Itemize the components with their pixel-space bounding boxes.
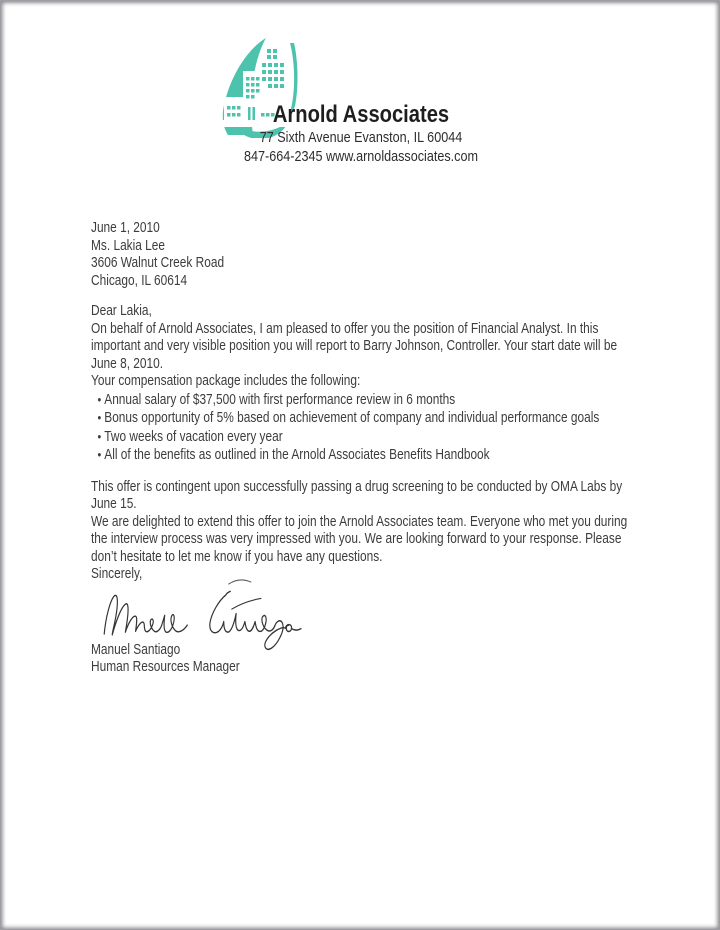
benefit-item: • Two weeks of vacation every year bbox=[91, 428, 639, 447]
letterhead bbox=[59, 102, 664, 166]
salutation: Dear Lakia, bbox=[91, 303, 152, 319]
signer-name: Manuel Santiago bbox=[91, 641, 181, 658]
recipient-street: 3606 Walnut Creek Road bbox=[91, 255, 225, 271]
company-address: 77 Sixth Avenue Evanston, IL 60044 bbox=[259, 129, 463, 146]
benefit-item: • Bonus opportunity of 5% based on achievement of company and individual performance goals bbox=[91, 409, 639, 428]
compensation-intro: Your compensation package includes the following: bbox=[91, 373, 361, 389]
letter-body bbox=[91, 220, 639, 677]
offer-paragraph: On behalf of Arnold Associates, I am pleased to offer you the position of Financial Analyst. In this important and very visible position you will report to Barry Johnson, Controller. Your start date will be June 8, 2010. bbox=[91, 320, 618, 372]
benefit-item: • All of the benefits as outlined in the Arnold Associates Benefits Handbook bbox=[91, 446, 639, 465]
company-name: Arnold Associates bbox=[272, 101, 450, 128]
complimentary-close: Sincerely, bbox=[91, 566, 143, 582]
compensation-list bbox=[91, 391, 639, 465]
benefit-item: • Annual salary of $37,500 with first performance review in 6 months bbox=[91, 391, 639, 410]
letter-date: June 1, 2010 bbox=[91, 220, 160, 236]
recipient-city: Chicago, IL 60614 bbox=[91, 272, 188, 289]
stray-pen-mark bbox=[227, 577, 253, 586]
recipient-address-block bbox=[91, 238, 639, 291]
recipient-name: Ms. Lakia Lee bbox=[91, 237, 166, 254]
closing-paragraph: We are delighted to extend this offer to join the Arnold Associates team. Everyone who met you during the interview process was very impressed with you. We are looking forward to your response. Please don’t hesitate to let me know if you have any questions. bbox=[91, 513, 628, 565]
contingency-paragraph: This offer is contingent upon successfully passing a drug screening to be conducted by OMA Labs by June 15. bbox=[91, 478, 623, 512]
company-contact: 847-664-2345 www.arnoldassociates.com bbox=[244, 148, 478, 165]
signer-title: Human Resources Manager bbox=[91, 659, 240, 675]
handwritten-signature bbox=[88, 586, 319, 650]
